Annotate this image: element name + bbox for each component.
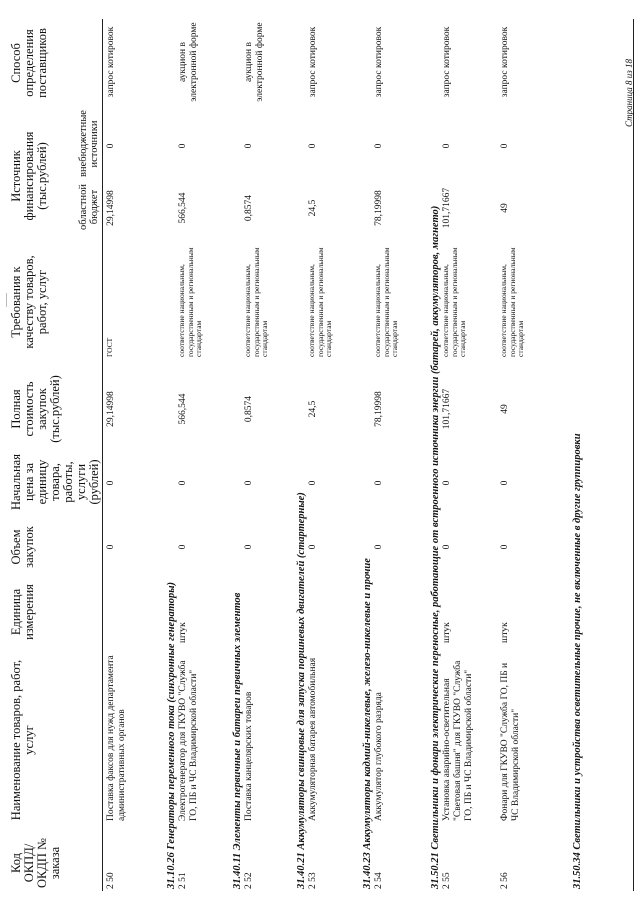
table-cell-volume: 0: [106, 544, 116, 550]
table-cell-extra: 0: [308, 143, 318, 149]
table-cell-code: 2 55: [442, 872, 452, 889]
header-method-text: Способ определения поставщиков: [9, 28, 49, 98]
table-cell-price: 0: [500, 480, 510, 486]
header-name-text: Наименование товаров, работ, услуг: [9, 659, 36, 821]
table-cell-volume: 0: [178, 544, 188, 550]
table-cell-total: 78,19998: [374, 391, 384, 427]
table-cell-req: соответствие национальным, государственным и региональным стандартам: [243, 247, 270, 357]
table-cell-name: Аккумулятор глубокого разряда: [374, 692, 384, 821]
table-cell-code: 2 50: [106, 872, 116, 889]
table-cell-price: 0: [178, 480, 188, 486]
table-cell-unit: штук: [500, 622, 510, 643]
header-price-text: Начальная цена за единицу товара, работы, услуги (рублей): [9, 454, 101, 510]
table-cell-method: аукцион в электронной форме: [244, 22, 265, 102]
table-cell-budget: 78,19998: [374, 190, 384, 226]
table-cell-method: запрос котировок: [106, 26, 116, 98]
table-cell-req: ГОСТ: [105, 337, 114, 357]
group-heading: 31.40.23 Аккумуляторы кадмий-никелевые, железо-никелевые и прочие: [362, 558, 373, 889]
header-volume-text: Объем закупок: [9, 526, 36, 568]
header-code-text: Код ОКПД/ ОКДП № заказа: [9, 838, 62, 888]
header-requirements-text: Требования к качеству товаров, работ, услуг: [9, 255, 49, 349]
table-cell-name: Установка аварийно-осветительная "Световая башня" для ГКУВО "Служба ГО, ПБ и ЧС Владимирской области": [442, 660, 474, 821]
header-financing: [10, 115, 49, 237]
header-financing-regional: [78, 177, 100, 237]
table-cell-code: 2 54: [374, 872, 384, 889]
header-code: [10, 835, 62, 891]
table-cell-budget: 0,8574: [244, 194, 254, 222]
header-financing-text: Источник финансирования (тыс.рублей): [9, 131, 49, 221]
group-heading: 31.10.26 Генераторы переменного тока (синхронные генераторы): [166, 581, 177, 889]
group-heading: 31.50.34 Светильники и устройства осветительные прочие, не включенные в другие группировки: [572, 433, 583, 889]
table-cell-name: Электрогенератор для ГКУВО "Служба ГО, ПБ и ЧС Владимирской области": [178, 660, 199, 821]
group-heading: 31.50.21 Светильники и фонари электрические переносные, работающие от встроенного источника энергии (батарей, аккумуляторов, магнето): [430, 205, 441, 889]
header-unit: [10, 577, 36, 647]
table-cell-volume: 0: [244, 544, 254, 550]
table-cell-name: Поставка канцелярских товаров: [244, 691, 254, 821]
table-cell-method: запрос котировок: [442, 26, 452, 98]
header-price: [10, 447, 101, 517]
header-regional-text: областной бюджет: [78, 184, 100, 230]
table-cell-method: запрос котировок: [500, 26, 510, 98]
header-total-text: Полная стоимость закупок (тыс.рублей): [9, 375, 62, 443]
table-cell-budget: 101,71667: [442, 187, 452, 229]
table-cell-name: Аккумуляторная батарея автомобильная: [308, 657, 318, 821]
footer-divider: [633, 19, 634, 891]
table-cell-extra: 0: [374, 143, 384, 149]
table-cell-method: запрос котировок: [374, 26, 384, 98]
header-divider: [102, 19, 103, 891]
table-cell-volume: 0: [308, 544, 318, 550]
table-cell-budget: 29,14998: [106, 190, 116, 226]
table-cell-price: 0: [106, 480, 116, 486]
table-cell-price: 0: [374, 480, 384, 486]
table-cell-code: 2 56: [500, 872, 510, 889]
scan-mark: [6, 293, 7, 307]
header-extra-text: внебюджетные источники: [78, 110, 100, 177]
header-requirements: [10, 247, 49, 357]
table-cell-total: 29,14998: [106, 391, 116, 427]
table-cell-extra: 0: [106, 143, 116, 149]
header-total: [10, 373, 62, 445]
table-cell-req: соответствие национальным, государственным и региональным стандартам: [499, 247, 526, 357]
table-cell-code: 2 52: [244, 872, 254, 889]
header-name: [10, 655, 36, 825]
table-cell-price: 0: [244, 480, 254, 486]
table-cell-req: соответствие национальным, государственным и региональным стандартам: [177, 247, 204, 357]
table-cell-total: 49: [500, 404, 510, 414]
table-cell-req: соответствие национальным, государственным и региональным стандартам: [307, 247, 334, 357]
table-cell-volume: 0: [442, 544, 452, 550]
table-cell-total: 101,71667: [442, 388, 452, 430]
table-cell-budget: 566,544: [178, 192, 188, 224]
table-cell-extra: 0: [244, 143, 254, 149]
table-cell-price: 0: [308, 480, 318, 486]
header-method: [10, 21, 49, 105]
table-cell-price: 0: [442, 480, 452, 486]
table-cell-req: соответствие национальным, государственным и региональным стандартам: [373, 247, 400, 357]
table-cell-unit: штук: [178, 622, 188, 643]
table-cell-method: аукцион в электронной форме: [178, 22, 199, 102]
table-cell-extra: 0: [500, 143, 510, 149]
table-cell-total: 24,5: [308, 400, 318, 418]
table-cell-total: 0,8574: [244, 395, 254, 423]
table-cell-budget: 24,5: [308, 199, 318, 217]
table-cell-req: соответствие национальным, государственным и региональным стандартам: [441, 247, 468, 357]
table-cell-name: Фонари для ГКУВО "Служба ГО, ПБ и ЧС Владимирской области": [500, 662, 521, 821]
header-financing-extra: [78, 111, 100, 177]
table-cell-volume: 0: [500, 544, 510, 550]
table-cell-code: 2 51: [178, 872, 188, 889]
table-cell-name: Поставка факсов для нужд департамента административных органов: [106, 655, 127, 821]
header-unit-text: Единица измерения: [9, 584, 36, 640]
group-heading: 31.40.11 Элементы первичные и батареи первичных элементов: [232, 592, 243, 889]
table-cell-unit: штук: [442, 622, 452, 643]
table-cell-extra: 0: [178, 143, 188, 149]
page-footer: Страница 8 из 18: [624, 59, 634, 127]
header-volume: [10, 519, 36, 575]
table-cell-total: 566,544: [178, 393, 188, 425]
table-cell-method: запрос котировок: [308, 26, 318, 98]
group-heading: 31.40.21 Аккумуляторы свинцовые для запуска поршневых двигателей (стартерные): [296, 492, 307, 889]
table-cell-volume: 0: [374, 544, 384, 550]
table-cell-code: 2 53: [308, 872, 318, 889]
table-cell-extra: 0: [442, 143, 452, 149]
table-cell-budget: 49: [500, 203, 510, 213]
